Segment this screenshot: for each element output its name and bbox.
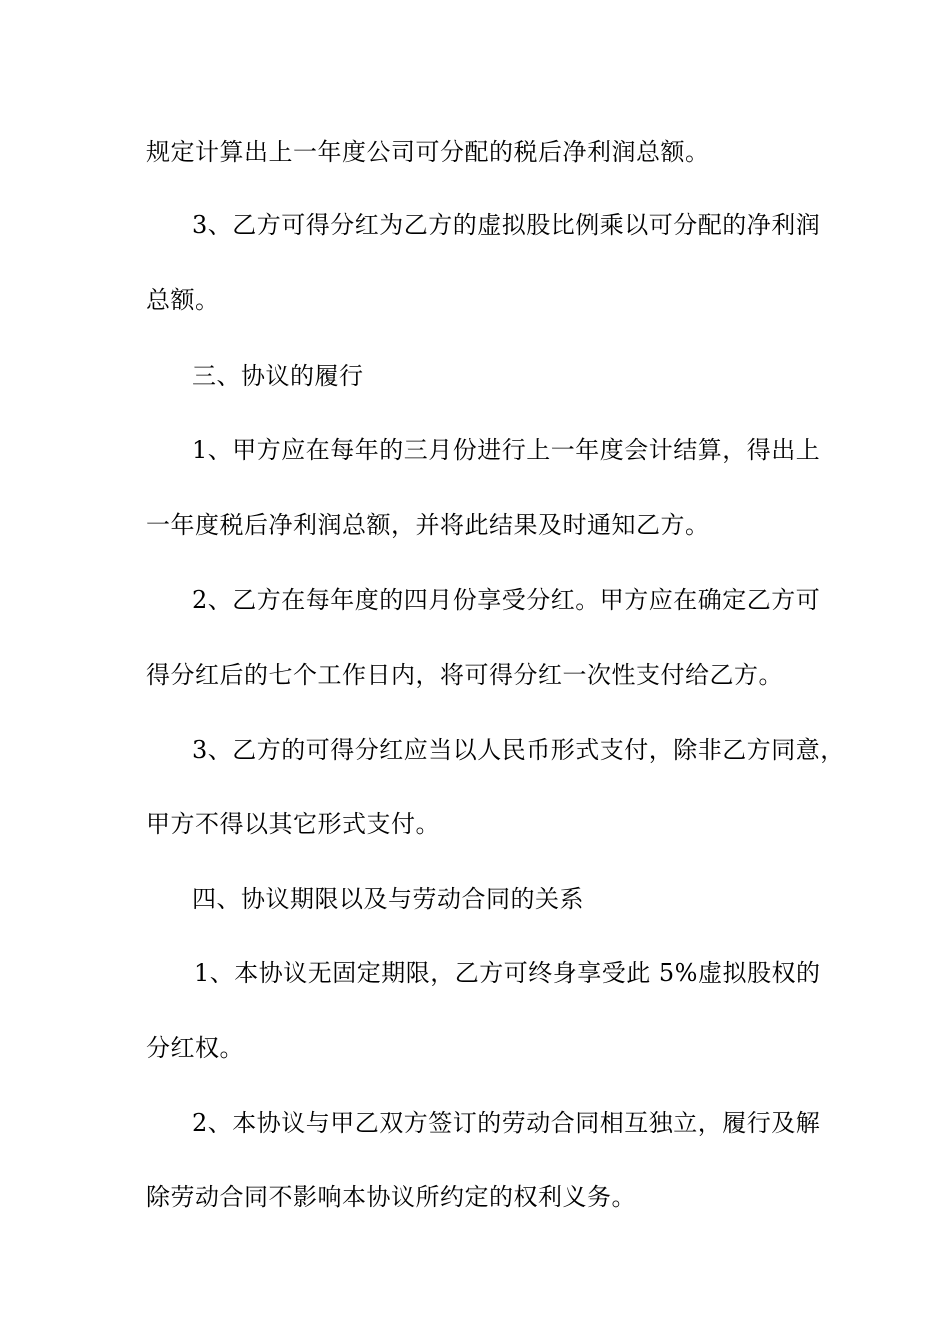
section-heading-3: 三、协议的履行	[192, 362, 364, 390]
text-line-section4-item2: 2、本协议与甲乙双方签订的劳动合同相互独立，履行及解	[192, 1109, 821, 1137]
text-line-section3-item1: 1、甲方应在每年的三月份进行上一年度会计结算，得出上	[192, 436, 821, 464]
text-line-section4-item2-continued: 除劳动合同不影响本协议所约定的权利义务。	[146, 1183, 636, 1211]
text-line-section3-item3-continued: 甲方不得以其它形式支付。	[146, 810, 440, 838]
text-line-section4-item1-continued: 分红权。	[146, 1034, 244, 1062]
section-heading-4: 四、协议期限以及与劳动合同的关系	[192, 885, 584, 913]
text-line-section2-item2-continued: 规定计算出上一年度公司可分配的税后净利润总额。	[146, 138, 710, 166]
text-line-section2-item3: 3、乙方可得分红为乙方的虚拟股比例乘以可分配的净利润	[192, 211, 821, 239]
text-line-section4-item1: 1、本协议无固定期限，乙方可终身享受此 5%虚拟股权的	[194, 959, 821, 987]
text-line-section3-item2: 2、乙方在每年度的四月份享受分红。甲方应在确定乙方可	[192, 586, 821, 614]
text-line-section3-item1-continued: 一年度税后净利润总额，并将此结果及时通知乙方。	[146, 511, 710, 539]
text-line-section2-item3-continued: 总额。	[146, 286, 220, 314]
text-line-section3-item2-continued: 得分红后的七个工作日内，将可得分红一次性支付给乙方。	[146, 661, 783, 689]
text-line-section3-item3: 3、乙方的可得分红应当以人民币形式支付，除非乙方同意，	[192, 736, 845, 764]
